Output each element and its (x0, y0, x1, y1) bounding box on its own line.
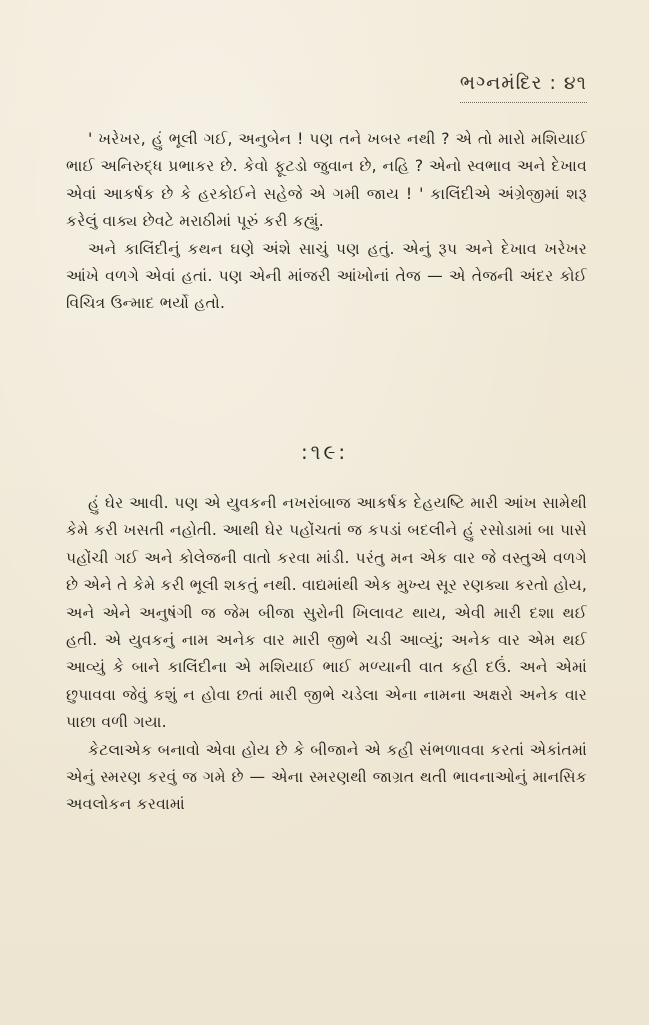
paragraph: હું ઘેર આવી. પણ એ યુવકની નખરાંબાજ આકર્ષક દેહયષ્ટિ મારી આંખ સામેથી કેમે કરી ખસતી નહોતી. આથી ઘેર પહોંચતાં જ કપડાં બદલીને હું રસોડામાં બા પાસે પહોંચી ગઈ અને કોલેજની વાતો કરવા માંડી. પરંતુ મન એક વાર જે વસ્તુએ વળગે છે એને તે કેમે કરી ભૂલી શકતું નથી. વાદ્યમાંથી એક મુખ્ય સૂર રણક્યા કરતો હોય, અને એને અનુષંગી જ જેમ બીજા સુરોની ખિલાવટ થાય, એવી મારી દશા થઈ હતી. એ યુવકનું નામ અનેક વાર મારી જીભે ચડી આવ્યું; અનેક વાર એમ થઈ આવ્યું કે બાને કાલિંદીના એ મશિયાઈ ભાઈ મળ્યાની વાત કહી દઉં. અને એમાં છુપાવવા જેવું કશું ન હોવા છતાં મારી જીભે ચડેલા એના નામના અક્ષરો અનેક વાર પાછા વળી ગયા. (66, 494, 587, 732)
text-block-after-section (66, 490, 587, 819)
running-head-title: ભગ્નમંદિર : ૪૧ (459, 72, 587, 94)
section-number: :૧૯: (300, 440, 349, 464)
running-head (460, 72, 587, 103)
paragraph: અને કાલિંદીનું કથન ઘણે અંશે સાચું પણ હતું. એનું રૂપ અને દેખાવ ખરેખર આંખે વળગે એવાં હતાં. પણ એની માંજરી આંખોનાં તેજ — એ તેજની અંદર કોઈ વિચિત્ર ઉન્માદ ભર્યો હતો. (66, 239, 587, 313)
paragraph: ' ખરેખર, હું ભૂલી ગઈ, અનુબેન ! પણ તને ખબર નથી ? એ તો મારો મશિયાઈ ભાઈ અનિરુદ્ધ પ્રભાકર છે. કેવો ફૂટડો જુવાન છે, નહિ ? એનો સ્વભાવ અને દેખાવ એવાં આકર્ષક છે કે હરકોઈને સહેજે એ ગમી જાય ! ' કાલિંદીએ અંગ્રેજીમાં શરૂ કરેલું વાક્ય છેવટે મરાઠીમાં પૂરું કરી કહ્યું. (66, 130, 587, 231)
paragraph: કેટલાએક બનાવો એવા હોય છે કે બીજાને એ કહી સંભળાવવા કરતાં એકાંતમાં એનું સ્મરણ કરવું જ ગમે છે — એના સ્મરણથી જાગ્રત થતી ભાવનાઓનું માનસિક અવલોકન કરવામાં (66, 740, 587, 814)
text-block-before-section (66, 126, 587, 318)
running-head-rule (460, 98, 587, 103)
